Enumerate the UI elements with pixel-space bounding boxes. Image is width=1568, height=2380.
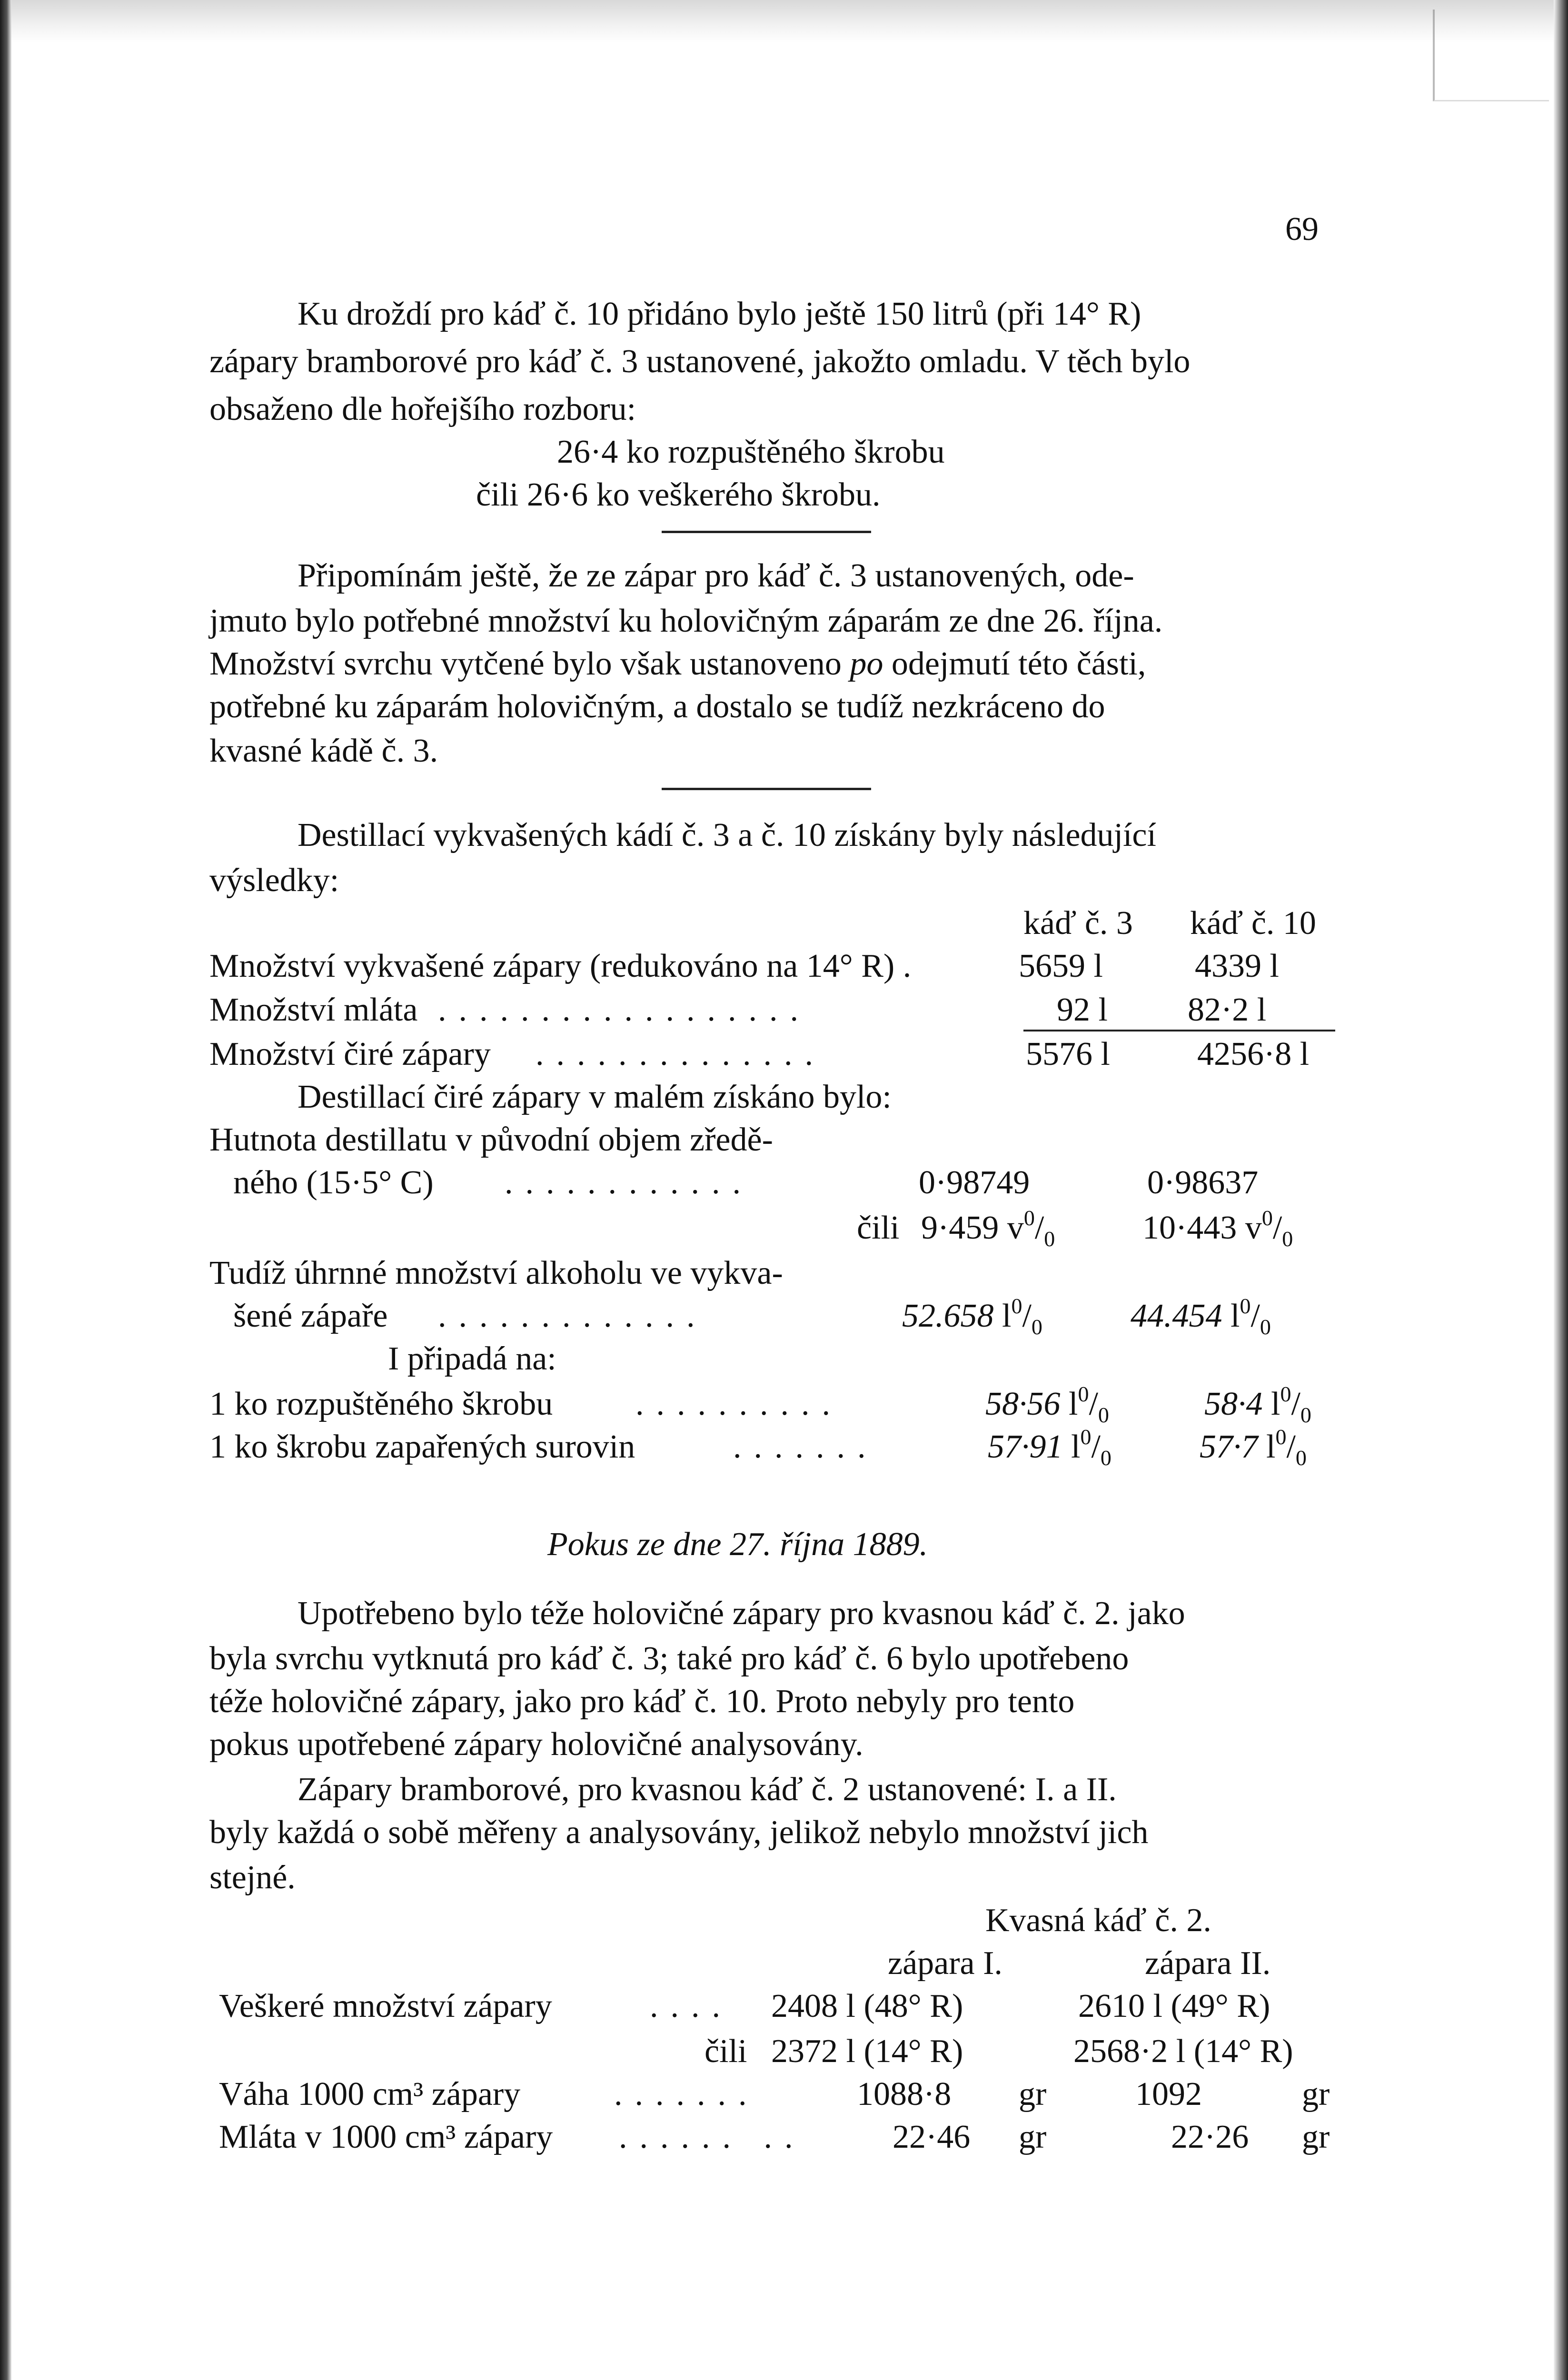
per-row-1-leader: .......... <box>635 1386 843 1422</box>
results-intro-line-2: výsledky: <box>209 862 339 899</box>
table2-row-4-v1: 22·46 <box>893 2119 971 2155</box>
note-line-1: Připomínám ještě, že ze zápar pro káď č. 3 ustanovených, ode- <box>298 557 1134 594</box>
table2-row-4-leader: ...... .. <box>619 2119 805 2155</box>
total-v1: 52.658 $l^0/_0$ <box>902 1294 1042 1339</box>
alc-v1: 9·459 $v^0/_0$ <box>921 1206 1055 1251</box>
note-line-3: Množství svrchu vytčené bylo však ustanoveno po odejmutí této části, <box>209 645 1146 682</box>
per-row-1-v1: 58·56 $l^0/_0$ <box>985 1382 1109 1427</box>
experiment-p1-line-1: Upotřebeno bylo téže holovičné zápary pro kvasnou káď č. 2. jako <box>298 1595 1185 1632</box>
density-leader: ............ <box>505 1164 753 1201</box>
table2-row-4-unit-2: gr <box>1302 2119 1330 2155</box>
table2-row-1-leader: .... <box>650 1988 733 2024</box>
experiment-title: Pokus ze dne 27. října 1889. <box>547 1526 928 1563</box>
density-v2: 0·98637 <box>1147 1164 1259 1201</box>
page-scan-right-edge <box>1554 0 1568 2380</box>
experiment-p2-line-3: stejné. <box>209 1859 296 1896</box>
alc-v2: 10·443 $v^0/_0$ <box>1142 1206 1293 1251</box>
table2-row-3-v1: 1088·8 <box>857 2076 952 2112</box>
section-rule-1 <box>662 531 871 533</box>
table2-heading: Kvasná káď č. 2. <box>985 1902 1211 1939</box>
table1-row-1-v2: 4339 l <box>1195 948 1279 984</box>
page-scan-left-edge <box>0 0 11 2380</box>
experiment-p2-line-1: Zápary bramborové, pro kvasnou káď č. 2 ustanovené: I. a II. <box>298 1771 1117 1808</box>
destill-label: Destillací čiré zápary v malém získáno bylo: <box>298 1079 892 1115</box>
table1-col-header-1: káď č. 3 <box>1023 905 1133 942</box>
table2-row-2-v2: 2568·2 l (14° R) <box>1073 2033 1293 2070</box>
per-row-1-label: 1 ko rozpuštěného škrobu <box>209 1386 553 1422</box>
per-label: I připadá na: <box>388 1340 556 1377</box>
table2-row-4-v2: 22·26 <box>1171 2119 1249 2155</box>
scan-corner-mark <box>1433 10 1549 101</box>
intro-line-3: obsaženo dle hořejšího rozboru: <box>209 391 636 427</box>
table2-row-1-v2: 2610 l (49° R) <box>1078 1988 1270 2024</box>
table2-row-3-leader: ....... <box>614 2076 759 2112</box>
alc-cili: čili <box>857 1210 900 1246</box>
table2-row-2-label: čili <box>705 2033 747 2070</box>
experiment-p2-line-2: byly každá o sobě měřeny a analysovány, jelikož nebylo množství jich <box>209 1814 1149 1851</box>
total-label-1: Tudíž úhrnné množství alkoholu ve vykva- <box>209 1255 783 1291</box>
experiment-p1-line-3: téže holovičné zápary, jako pro káď č. 10. Proto nebyly pro tento <box>209 1683 1075 1720</box>
table1-row-2-v2: 82·2 l <box>1188 992 1267 1028</box>
table2-row-3-unit-1: gr <box>1019 2076 1047 2112</box>
total-label-2: šené zápaře <box>233 1298 388 1334</box>
intro-line-1: Ku droždí pro káď č. 10 přidáno bylo ještě 150 litrů (při 14° R) <box>298 296 1141 332</box>
table2-row-1-v1: 2408 l (48° R) <box>771 1988 963 2024</box>
density-label-2: ného (15·5° C) <box>233 1164 434 1201</box>
table1-row-3-leader: .............. <box>536 1036 825 1072</box>
table2-row-3-unit-2: gr <box>1302 2076 1330 2112</box>
per-row-2-v1: 57·91 $l^0/_0$ <box>988 1425 1111 1470</box>
table2-col-header-2: zápara II. <box>1145 1945 1271 1982</box>
table1-row-3-label: Množství čiré zápary <box>209 1036 491 1072</box>
table2-row-3-v2: 1092 <box>1135 2076 1202 2112</box>
total-leader: ............. <box>438 1298 707 1334</box>
note-line-4: potřebné ku záparám holovičným, a dostalo se tudíž nezkráceno do <box>209 688 1105 725</box>
density-label-1: Hutnota destillatu v původní objem zředě- <box>209 1121 773 1158</box>
table1-col-header-2: káď č. 10 <box>1190 905 1316 942</box>
intro-amount-2: čili 26·6 ko veškerého škrobu. <box>476 476 881 513</box>
table1-row-2-leader: .................. <box>438 992 811 1028</box>
table2-row-1-label: Veškeré množství zápary <box>219 1988 552 2024</box>
total-v2: 44.454 $l^0/_0$ <box>1131 1294 1271 1339</box>
table2-row-4-unit-1: gr <box>1019 2119 1047 2155</box>
per-row-2-leader: ....... <box>733 1428 878 1465</box>
experiment-p1-line-4: pokus upotřebené zápary holovičné analysovány. <box>209 1726 863 1763</box>
per-row-2-label: 1 ko škrobu zapařených surovin <box>209 1428 635 1465</box>
table2-col-header-1: zápara I. <box>888 1945 1002 1982</box>
table1-row-1-v1: 5659 l <box>1019 948 1103 984</box>
table2-row-3-label: Váha 1000 cm³ zápary <box>219 2076 521 2112</box>
intro-line-2: zápary bramborové pro káď č. 3 ustanovené, jakožto omladu. V těch bylo <box>209 343 1191 380</box>
note-line-2: jmuto bylo potřebné množství ku holovičným záparám ze dne 26. října. <box>209 603 1163 639</box>
table2-row-4-label: Mláta v 1000 cm³ zápary <box>219 2119 553 2155</box>
page-number: 69 <box>1285 211 1319 248</box>
per-row-2-v2: 57·7 $l^0/_0$ <box>1200 1425 1307 1470</box>
table1-row-2-v1: 92 l <box>1057 992 1108 1028</box>
table1-row-2-label: Množství mláta <box>209 992 418 1028</box>
note-line-5: kvasné kádě č. 3. <box>209 733 438 769</box>
table1-row-1-label: Množství vykvašené zápary (redukováno na 14° R) . <box>209 948 912 984</box>
per-row-1-v2: 58·4 $l^0/_0$ <box>1204 1382 1311 1427</box>
page-scan-top-shadow <box>0 0 1568 43</box>
intro-amount-1: 26·4 ko rozpuštěného škrobu <box>557 434 945 470</box>
experiment-p1-line-2: byla svrchu vytknutá pro káď č. 3; také pro káď č. 6 bylo upotřebeno <box>209 1640 1129 1677</box>
results-intro-line-1: Destillací vykvašených kádí č. 3 a č. 10 získány byly následující <box>298 817 1156 853</box>
table2-row-2-v1: 2372 l (14° R) <box>771 2033 963 2070</box>
table1-row-3-v1: 5576 l <box>1026 1036 1110 1072</box>
density-v1: 0·98749 <box>919 1164 1030 1201</box>
table1-row-3-v2: 4256·8 l <box>1197 1036 1310 1072</box>
section-rule-2 <box>662 788 871 790</box>
